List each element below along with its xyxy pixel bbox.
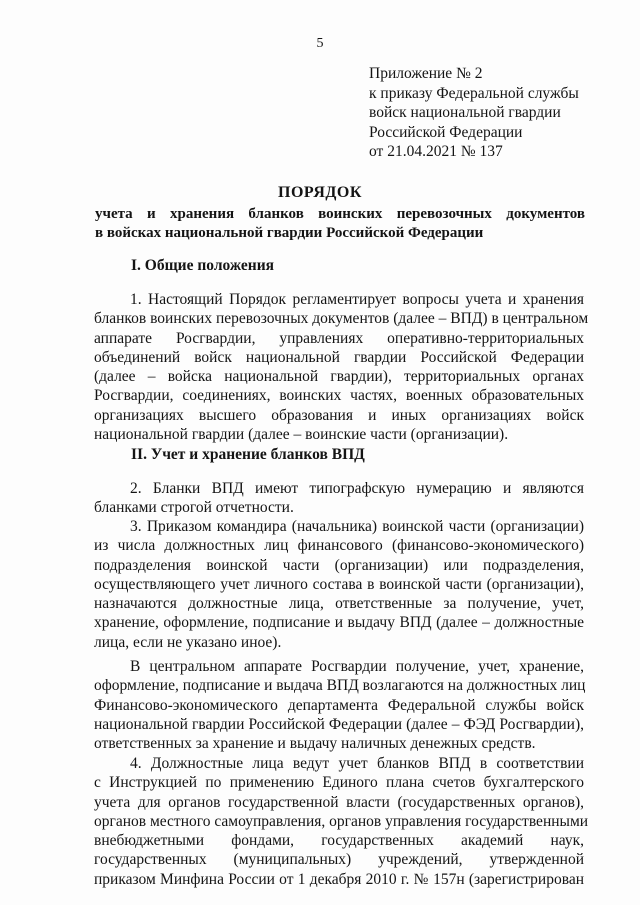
text-line: 2. Бланки ВПД имеют типографскую нумерацию и являются — [130, 480, 584, 497]
paragraph-3b — [94, 657, 584, 753]
appendix-block — [369, 64, 579, 162]
paragraph-1 — [94, 290, 589, 444]
appendix-line: к приказу Федеральной службы — [369, 84, 579, 102]
text-line: государственных (муниципальных) учреждений, утвержденной — [94, 851, 584, 869]
text-line: органов местного самоуправления, органов управления государственными — [94, 812, 589, 830]
section-heading-accounting: II. Учет и хранение бланков ВПД — [131, 446, 365, 463]
text-line: ответственных за хранение и выдачу наличных денежных средств. — [94, 735, 536, 753]
text-line: оформление, подписание и выдача ВПД возлагаются на должностных лиц — [94, 677, 586, 695]
section-heading-general: I. Общие положения — [131, 257, 275, 274]
text-line: организациях высшего образования и иных организациях войск — [94, 406, 584, 424]
text-line: бланками строгой отчетности. — [94, 499, 294, 517]
text-line: национальной гвардии (далее – воинские части (организации). — [94, 426, 509, 444]
text-line: учета для органов государственной власти (государственных органов), — [94, 793, 584, 811]
appendix-line: Приложение № 2 — [369, 65, 483, 82]
text-line: лица, если не указано иное). — [94, 633, 282, 651]
document-subtitle — [95, 205, 585, 242]
text-line: из числа должностных лиц финансового (финансово-экономического) — [94, 537, 584, 555]
appendix-line: Российской Федерации — [369, 123, 523, 141]
subtitle-line: учета и хранения бланков воинских перевозочных документов — [95, 206, 585, 222]
text-line: с Инструкцией по применению Единого плана счетов бухгалтерского — [94, 774, 584, 792]
text-line: (далее – войска национальной гвардии), территориальных органах — [94, 368, 584, 386]
text-line: осуществляющего учет личного состава в воинской части (организации), — [94, 575, 584, 593]
text-line: приказом Минфина России от 1 декабря 2010 г. № 157н (зарегистрирован — [94, 870, 584, 888]
document-title: ПОРЯДОК — [278, 184, 362, 201]
paragraph-2 — [94, 479, 584, 518]
text-line: Финансово-экономического департамента Федеральной службы войск — [94, 696, 584, 714]
text-line: В центральном аппарате Росгвардии получение, учет, хранение, — [130, 658, 584, 675]
text-line: подразделения воинской части (организации) или подразделения, — [94, 556, 584, 574]
text-line: хранение, оформление, подписание и выдачу ВПД (далее – должностные — [94, 614, 584, 632]
text-line: бланков воинских перевозочных документов (далее – ВПД) в центральном — [94, 310, 589, 328]
text-line: 3. Приказом командира (начальника) воинской части (организации) — [130, 518, 584, 535]
text-line: аппарате Росгвардии, управлениях оперативно-территориальных — [94, 329, 584, 347]
appendix-line: войск национальной гвардии — [369, 104, 561, 122]
text-line: Росгвардии, соединениях, воинских частях, военных образовательных — [94, 387, 584, 405]
text-line: назначаются должностные лица, ответственные за получение, учет, — [94, 595, 584, 613]
text-line: объединений войск национальной гвардии Российской Федерации — [94, 348, 584, 366]
text-line: внебюджетными фондами, государственных академий наук, — [94, 832, 584, 850]
page-number: 5 — [316, 36, 324, 51]
paragraph-4 — [94, 754, 589, 889]
appendix-line: от 21.04.2021 № 137 — [369, 143, 503, 161]
text-line: 1. Настоящий Порядок регламентирует вопросы учета и хранения — [130, 291, 584, 308]
text-line: национальной гвардии Российской Федерации (далее – ФЭД Росгвардии), — [94, 715, 584, 733]
paragraph-3 — [94, 517, 584, 652]
subtitle-line: в войсках национальной гвардии Российской Федерации — [95, 224, 484, 241]
text-line: 4. Должностные лица ведут учет бланков ВПД в соответствии — [130, 755, 584, 772]
